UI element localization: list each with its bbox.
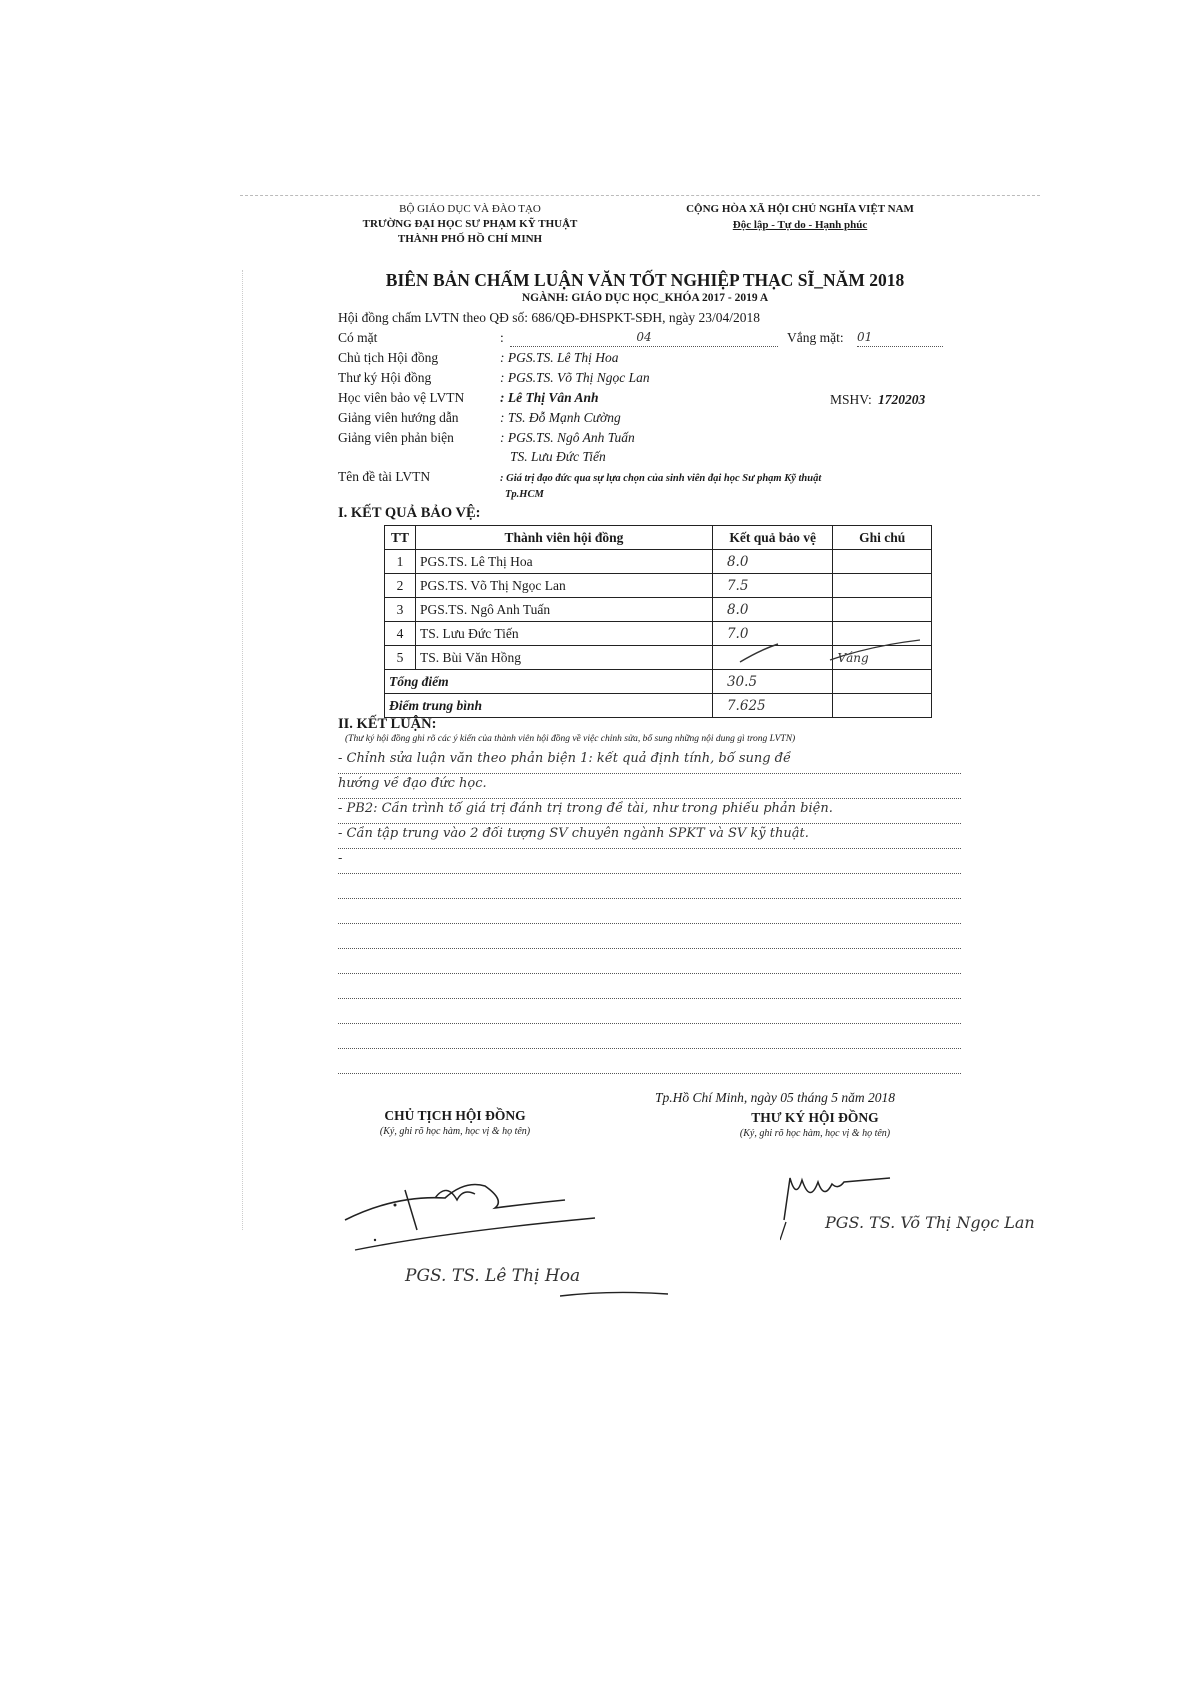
row-note (833, 574, 932, 598)
secretary-signature (780, 1160, 980, 1250)
ministry-name: BỘ GIÁO DỤC VÀ ĐÀO TẠO (399, 203, 541, 215)
chair-sig-underline (560, 1288, 670, 1302)
chair-note: (Ký, ghi rõ học hàm, học vị & họ tên) (379, 1126, 531, 1137)
mshv-label: MSHV: (830, 392, 872, 407)
secretary-value: : PGS.TS. Võ Thị Ngọc Lan (500, 370, 650, 385)
col-member: Thành viên hội đồng (415, 526, 712, 550)
average-note (833, 694, 932, 718)
row-tt: 4 (385, 622, 416, 646)
secretary-note: (Ký, ghi rõ học hàm, học vị & họ tên) (739, 1128, 891, 1139)
row-score: 7.5 (712, 574, 832, 598)
university-name: TRƯỜNG ĐẠI HỌC SƯ PHẠM KỸ THUẬT (362, 218, 578, 230)
row-tt: 5 (385, 646, 416, 670)
blank-line (338, 976, 961, 999)
total-row (385, 670, 932, 694)
average-label: Điểm trung bình (385, 694, 713, 718)
average-row (385, 694, 932, 718)
secretary-title: THƯ KÝ HỘI ĐỒNG (751, 1110, 879, 1125)
row-member: TS. Bùi Văn Hồng (415, 646, 712, 670)
row-member: TS. Lưu Đức Tiến (415, 622, 712, 646)
blank-line (338, 926, 961, 949)
student-label: Học viên bảo vệ LVTN (338, 390, 465, 405)
national-motto: Độc lập - Tự do - Hạnh phúc (732, 219, 868, 231)
table-row (385, 550, 932, 574)
row-tt: 1 (385, 550, 416, 574)
table-header-row (385, 526, 932, 550)
row-score: 8.0 (712, 598, 832, 622)
total-note (833, 670, 932, 694)
blank-line (338, 876, 961, 899)
chair-value: : PGS.TS. Lê Thị Hoa (500, 350, 619, 365)
chair-label: Chủ tịch Hội đồng (338, 350, 439, 365)
total-value: 30.5 (712, 670, 832, 694)
chair-signature (335, 1160, 605, 1270)
blank-line (338, 1001, 961, 1024)
absent-label: Vắng mặt: (787, 330, 844, 345)
student-value: : Lê Thị Vân Anh (500, 390, 599, 405)
total-label: Tổng điểm (385, 670, 713, 694)
scan-margin-line (242, 270, 243, 1230)
table-row (385, 598, 932, 622)
conclusion-line: - (338, 851, 961, 874)
row-tt: 3 (385, 598, 416, 622)
secretary-sig-name: PGS. TS. Võ Thị Ngọc Lan (825, 1213, 1035, 1232)
row-member: PGS.TS. Võ Thị Ngọc Lan (415, 574, 712, 598)
col-score: Kết quả bảo vệ (712, 526, 832, 550)
row-note: Vắng (833, 646, 932, 670)
blank-line (338, 1051, 961, 1074)
row-score: 8.0 (712, 550, 832, 574)
reviewer-value-2: TS. Lưu Đức Tiến (510, 449, 606, 464)
conclusion-line: - Chỉnh sửa luận văn theo phản biện 1: kết quả định tính, bổ sung đề (338, 751, 961, 774)
row-member: PGS.TS. Lê Thị Hoa (415, 550, 712, 574)
blank-line (338, 901, 961, 924)
row-tt: 2 (385, 574, 416, 598)
topic-value-1: : Giá trị đạo đức qua sự lựa chọn của sinh viên đại học Sư phạm Kỹ thuật (500, 473, 822, 484)
blank-line (338, 1026, 961, 1049)
results-table (384, 525, 932, 718)
conclusion-line: - PB2: Cần trình tổ giá trị đánh trị trong đề tài, như trong phiếu phản biện. (338, 801, 961, 824)
chair-title: CHỦ TỊCH HỘI ĐỒNG (384, 1108, 526, 1123)
document-subtitle: NGÀNH: GIÁO DỤC HỌC_KHÓA 2017 - 2019 A (521, 292, 769, 304)
absent-strike-marks (700, 632, 940, 672)
section2-instruction: (Thư ký hội đồng ghi rõ các ý kiến của thành viên hội đồng về việc chỉnh sửa, bổ sung những nội dung gì trong LVTN) (345, 734, 796, 744)
secretary-label: Thư ký Hội đồng (338, 370, 432, 385)
blank-line (338, 951, 961, 974)
mshv-value: 1720203 (878, 392, 926, 407)
table-row (385, 574, 932, 598)
document-title: BIÊN BẢN CHẤM LUẬN VĂN TỐT NGHIỆP THẠC SĨ_NĂM 2018 (385, 270, 905, 290)
decision-line: Hội đồng chấm LVTN theo QĐ số: 686/QĐ-ĐHSPKT-SĐH, ngày 23/04/2018 (338, 310, 760, 325)
col-note: Ghi chú (833, 526, 932, 550)
reviewer-label: Giảng viên phản biện (338, 430, 454, 445)
present-label: Có mặt (338, 330, 378, 345)
average-value: 7.625 (712, 694, 832, 718)
scan-edge-line (240, 195, 1040, 196)
advisor-label: Giảng viên hướng dẫn (338, 410, 459, 425)
row-note (833, 550, 932, 574)
advisor-value: : TS. Đỗ Mạnh Cường (500, 410, 621, 425)
present-colon: : (500, 330, 504, 345)
reviewer-value-1: : PGS.TS. Ngô Anh Tuấn (500, 430, 635, 445)
topic-label: Tên đề tài LVTN (338, 469, 431, 484)
conclusion-line: - Cần tập trung vào 2 đối tượng SV chuyên ngành SPKT và SV kỹ thuật. (338, 826, 961, 849)
col-tt: TT (385, 526, 416, 550)
section2-heading: II. KẾT LUẬN: (338, 716, 437, 732)
present-value: 04 (510, 330, 778, 347)
conclusion-line: hướng về đạo đức học. (338, 776, 961, 799)
chair-sig-name: PGS. TS. Lê Thị Hoa (405, 1266, 581, 1286)
row-note (833, 598, 932, 622)
row-member: PGS.TS. Ngô Anh Tuấn (415, 598, 712, 622)
university-city: THÀNH PHỐ HỒ CHÍ MINH (397, 233, 543, 245)
place-date: Tp.Hồ Chí Minh, ngày 05 tháng 5 năm 2018 (655, 1090, 896, 1105)
topic-value-2: Tp.HCM (505, 489, 544, 500)
row-score: 7.0 (712, 622, 832, 646)
absent-value: 01 (857, 330, 943, 347)
section1-heading: I. KẾT QUẢ BẢO VỆ: (338, 505, 481, 521)
republic-name: CỘNG HÒA XÃ HỘI CHỦ NGHĨA VIỆT NAM (686, 203, 914, 215)
